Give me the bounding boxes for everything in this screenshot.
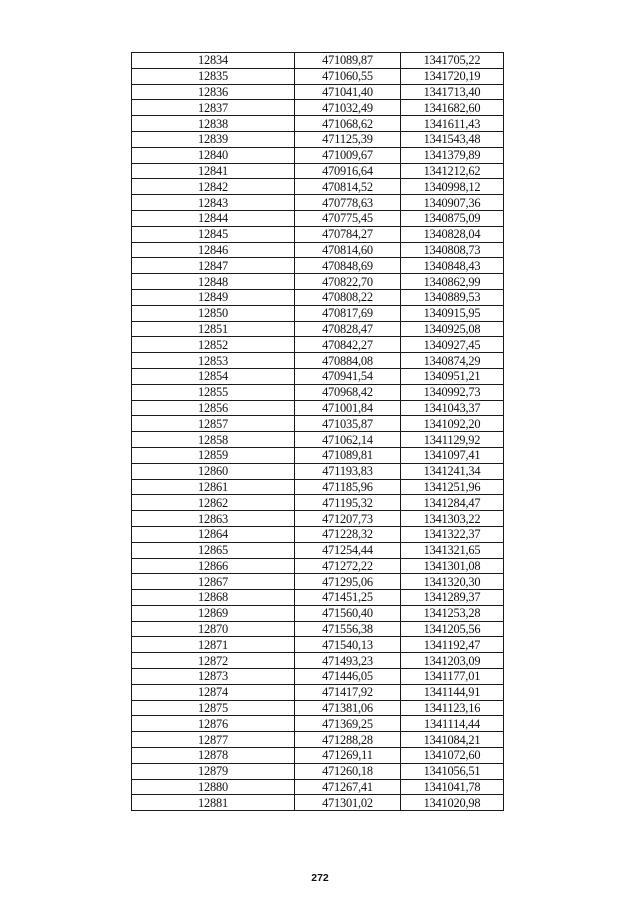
y-coordinate-cell: 1341720,19 [401,68,504,84]
point-number-cell: 12852 [132,337,295,353]
x-coordinate-cell: 470817,69 [295,305,401,321]
y-coordinate-cell: 1341543,48 [401,131,504,147]
table-row [132,195,504,211]
x-coordinate-cell: 471207,73 [295,511,401,527]
table-row [132,763,504,779]
x-coordinate-cell: 471540,13 [295,637,401,653]
y-coordinate-cell: 1341284,47 [401,495,504,511]
x-coordinate-cell: 471009,67 [295,147,401,163]
point-number-cell: 12863 [132,511,295,527]
y-coordinate-cell: 1340907,36 [401,195,504,211]
point-number-cell: 12837 [132,100,295,116]
table-row [132,100,504,116]
point-number-cell: 12861 [132,479,295,495]
x-coordinate-cell: 470778,63 [295,195,401,211]
point-number-cell: 12846 [132,242,295,258]
y-coordinate-cell: 1341289,37 [401,590,504,606]
x-coordinate-cell: 471493,23 [295,653,401,669]
table-row [132,289,504,305]
y-coordinate-cell: 1341241,34 [401,463,504,479]
y-coordinate-cell: 1340927,45 [401,337,504,353]
y-coordinate-cell: 1341320,30 [401,574,504,590]
y-coordinate-cell: 1340998,12 [401,179,504,195]
x-coordinate-cell: 471060,55 [295,68,401,84]
point-number-cell: 12860 [132,463,295,479]
table-row [132,605,504,621]
table-row [132,131,504,147]
y-coordinate-cell: 1341205,56 [401,621,504,637]
point-number-cell: 12871 [132,637,295,653]
table-row [132,795,504,811]
point-number-cell: 12848 [132,274,295,290]
x-coordinate-cell: 471451,25 [295,590,401,606]
table-row [132,416,504,432]
x-coordinate-cell: 471369,25 [295,716,401,732]
point-number-cell: 12869 [132,605,295,621]
y-coordinate-cell: 1341322,37 [401,526,504,542]
y-coordinate-cell: 1340951,21 [401,368,504,384]
y-coordinate-cell: 1340992,73 [401,384,504,400]
table-row [132,258,504,274]
table-row [132,542,504,558]
x-coordinate-cell: 470814,52 [295,179,401,195]
point-number-cell: 12865 [132,542,295,558]
y-coordinate-cell: 1341043,37 [401,400,504,416]
coordinates-table [131,52,504,811]
point-number-cell: 12881 [132,795,295,811]
y-coordinate-cell: 1341303,22 [401,511,504,527]
point-number-cell: 12840 [132,147,295,163]
point-number-cell: 12843 [132,195,295,211]
table-row [132,226,504,242]
table-row [132,495,504,511]
x-coordinate-cell: 471446,05 [295,669,401,685]
table-row [132,321,504,337]
point-number-cell: 12839 [132,131,295,147]
y-coordinate-cell: 1341203,09 [401,653,504,669]
x-coordinate-cell: 471381,06 [295,700,401,716]
y-coordinate-cell: 1341123,16 [401,700,504,716]
point-number-cell: 12834 [132,53,295,69]
y-coordinate-cell: 1341129,92 [401,432,504,448]
x-coordinate-cell: 471125,39 [295,131,401,147]
point-number-cell: 12859 [132,447,295,463]
table-row [132,637,504,653]
x-coordinate-cell: 470842,27 [295,337,401,353]
point-number-cell: 12879 [132,763,295,779]
table-row [132,179,504,195]
table-row [132,621,504,637]
table-row [132,53,504,69]
y-coordinate-cell: 1341682,60 [401,100,504,116]
point-number-cell: 12835 [132,68,295,84]
x-coordinate-cell: 471272,22 [295,558,401,574]
y-coordinate-cell: 1340915,95 [401,305,504,321]
y-coordinate-cell: 1341144,91 [401,684,504,700]
x-coordinate-cell: 470822,70 [295,274,401,290]
y-coordinate-cell: 1340925,08 [401,321,504,337]
coordinates-table-body [132,53,504,811]
point-number-cell: 12878 [132,748,295,764]
y-coordinate-cell: 1341097,41 [401,447,504,463]
point-number-cell: 12841 [132,163,295,179]
x-coordinate-cell: 471288,28 [295,732,401,748]
y-coordinate-cell: 1340808,73 [401,242,504,258]
x-coordinate-cell: 471089,81 [295,447,401,463]
y-coordinate-cell: 1341321,65 [401,542,504,558]
point-number-cell: 12862 [132,495,295,511]
point-number-cell: 12876 [132,716,295,732]
table-row [132,305,504,321]
point-number-cell: 12854 [132,368,295,384]
y-coordinate-cell: 1341192,47 [401,637,504,653]
x-coordinate-cell: 471267,41 [295,779,401,795]
y-coordinate-cell: 1341114,44 [401,716,504,732]
table-row [132,779,504,795]
point-number-cell: 12847 [132,258,295,274]
y-coordinate-cell: 1341705,22 [401,53,504,69]
table-row [132,447,504,463]
point-number-cell: 12845 [132,226,295,242]
x-coordinate-cell: 471185,96 [295,479,401,495]
point-number-cell: 12877 [132,732,295,748]
point-number-cell: 12875 [132,700,295,716]
y-coordinate-cell: 1341611,43 [401,116,504,132]
x-coordinate-cell: 471560,40 [295,605,401,621]
y-coordinate-cell: 1341092,20 [401,416,504,432]
table-row [132,653,504,669]
x-coordinate-cell: 471254,44 [295,542,401,558]
y-coordinate-cell: 1341379,89 [401,147,504,163]
y-coordinate-cell: 1340874,29 [401,353,504,369]
point-number-cell: 12844 [132,210,295,226]
x-coordinate-cell: 471193,83 [295,463,401,479]
x-coordinate-cell: 470828,47 [295,321,401,337]
x-coordinate-cell: 470884,08 [295,353,401,369]
point-number-cell: 12836 [132,84,295,100]
y-coordinate-cell: 1340848,43 [401,258,504,274]
table-row [132,558,504,574]
x-coordinate-cell: 471041,40 [295,84,401,100]
y-coordinate-cell: 1341084,21 [401,732,504,748]
x-coordinate-cell: 471260,18 [295,763,401,779]
x-coordinate-cell: 471295,06 [295,574,401,590]
point-number-cell: 12880 [132,779,295,795]
table-row [132,116,504,132]
point-number-cell: 12870 [132,621,295,637]
table-row [132,210,504,226]
x-coordinate-cell: 470775,45 [295,210,401,226]
table-row [132,590,504,606]
x-coordinate-cell: 471062,14 [295,432,401,448]
y-coordinate-cell: 1341301,08 [401,558,504,574]
y-coordinate-cell: 1340889,53 [401,289,504,305]
point-number-cell: 12868 [132,590,295,606]
x-coordinate-cell: 470941,54 [295,368,401,384]
x-coordinate-cell: 470848,69 [295,258,401,274]
table-row [132,68,504,84]
x-coordinate-cell: 471556,38 [295,621,401,637]
y-coordinate-cell: 1341041,78 [401,779,504,795]
x-coordinate-cell: 471089,87 [295,53,401,69]
y-coordinate-cell: 1341072,60 [401,748,504,764]
y-coordinate-cell: 1341251,96 [401,479,504,495]
y-coordinate-cell: 1340875,09 [401,210,504,226]
x-coordinate-cell: 471032,49 [295,100,401,116]
y-coordinate-cell: 1341253,28 [401,605,504,621]
table-row [132,716,504,732]
x-coordinate-cell: 471417,92 [295,684,401,700]
point-number-cell: 12867 [132,574,295,590]
x-coordinate-cell: 471001,84 [295,400,401,416]
table-row [132,574,504,590]
page-number: 272 [311,872,329,884]
table-row [132,432,504,448]
table-row [132,700,504,716]
table-row [132,463,504,479]
y-coordinate-cell: 1340828,04 [401,226,504,242]
x-coordinate-cell: 470916,64 [295,163,401,179]
point-number-cell: 12856 [132,400,295,416]
table-row [132,511,504,527]
point-number-cell: 12866 [132,558,295,574]
y-coordinate-cell: 1341056,51 [401,763,504,779]
table-row [132,274,504,290]
table-row [132,242,504,258]
table-row [132,368,504,384]
table-row [132,732,504,748]
table-row [132,147,504,163]
y-coordinate-cell: 1341177,01 [401,669,504,685]
table-row [132,748,504,764]
point-number-cell: 12857 [132,416,295,432]
x-coordinate-cell: 471068,62 [295,116,401,132]
point-number-cell: 12855 [132,384,295,400]
table-row [132,669,504,685]
x-coordinate-cell: 471035,87 [295,416,401,432]
table-row [132,684,504,700]
x-coordinate-cell: 470814,60 [295,242,401,258]
x-coordinate-cell: 471228,32 [295,526,401,542]
y-coordinate-cell: 1341212,62 [401,163,504,179]
point-number-cell: 12853 [132,353,295,369]
table-row [132,163,504,179]
point-number-cell: 12874 [132,684,295,700]
table-row [132,337,504,353]
x-coordinate-cell: 471195,32 [295,495,401,511]
table-row [132,400,504,416]
table-row [132,479,504,495]
point-number-cell: 12851 [132,321,295,337]
y-coordinate-cell: 1341020,98 [401,795,504,811]
point-number-cell: 12850 [132,305,295,321]
x-coordinate-cell: 471269,11 [295,748,401,764]
point-number-cell: 12849 [132,289,295,305]
x-coordinate-cell: 470784,27 [295,226,401,242]
y-coordinate-cell: 1341713,40 [401,84,504,100]
point-number-cell: 12864 [132,526,295,542]
point-number-cell: 12858 [132,432,295,448]
point-number-cell: 12873 [132,669,295,685]
table-row [132,353,504,369]
table-row [132,384,504,400]
y-coordinate-cell: 1340862,99 [401,274,504,290]
table-row [132,526,504,542]
x-coordinate-cell: 470808,22 [295,289,401,305]
point-number-cell: 12842 [132,179,295,195]
point-number-cell: 12838 [132,116,295,132]
x-coordinate-cell: 471301,02 [295,795,401,811]
table-row [132,84,504,100]
x-coordinate-cell: 470968,42 [295,384,401,400]
point-number-cell: 12872 [132,653,295,669]
